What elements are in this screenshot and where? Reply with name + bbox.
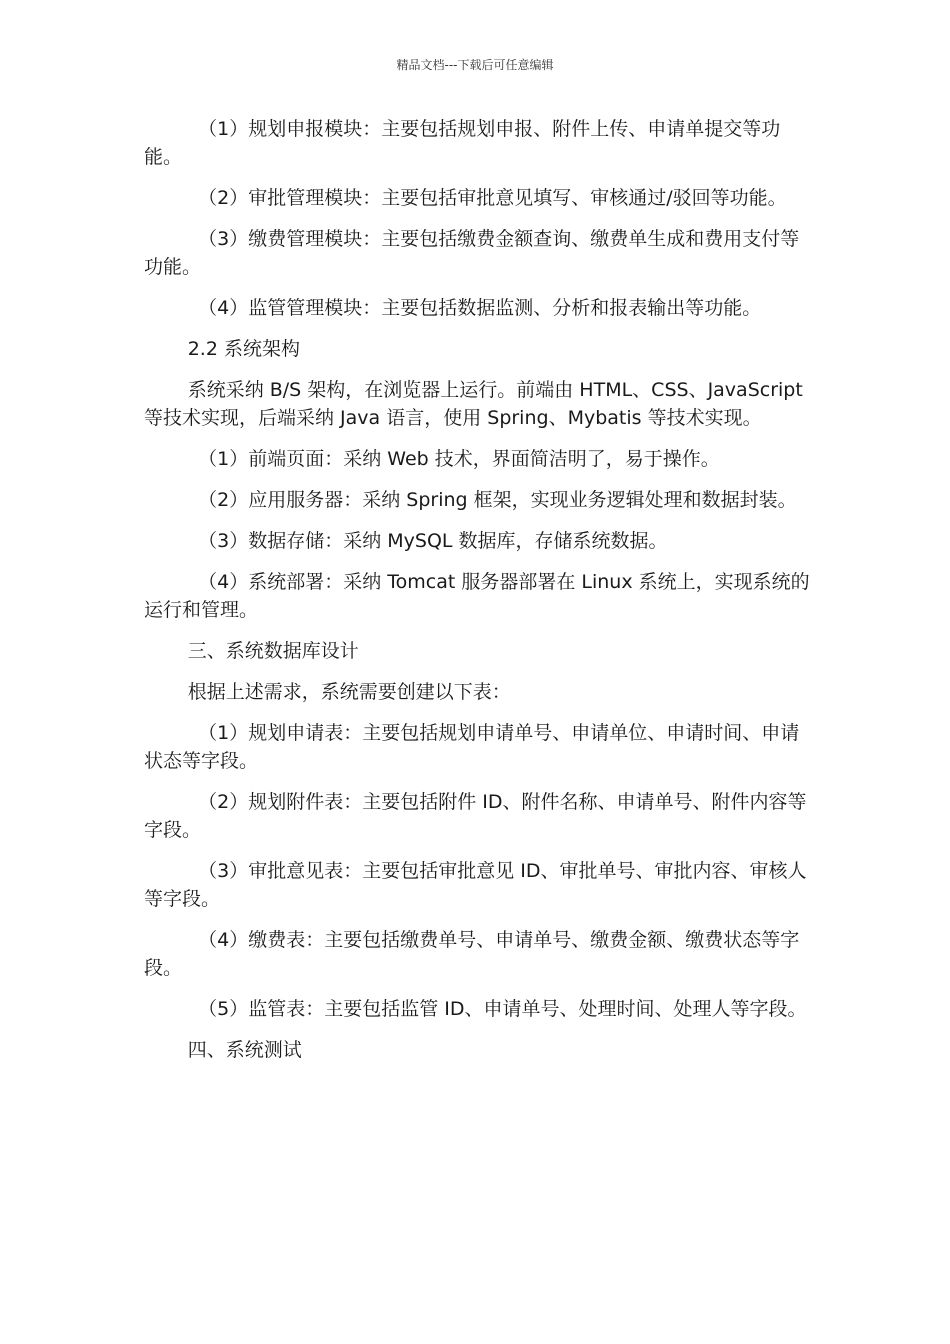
paragraph-table-application: （1）规划申请表：主要包括规划申请单号、申请单位、申请时间、申请状态等字段。 — [144, 722, 800, 772]
paragraph-database-intro: 根据上述需求，系统需要创建以下表： — [187, 681, 511, 703]
paragraph-architecture-overview: 系统采纳 B/S 架构，在浏览器上运行。前端由 HTML、CSS、JavaScript 等技术实现，后端采纳 Java 语言，使用 Spring、Mybatis 等技术实现。 — [144, 379, 803, 429]
paragraph-approval-module: （2）审批管理模块：主要包括审批意见填写、审核通过/驳回等功能。 — [198, 187, 787, 209]
paragraph-app-server: （2）应用服务器：采纳 Spring 框架，实现业务逻辑处理和数据封装。 — [198, 489, 797, 511]
paragraph-table-payment: （4）缴费表：主要包括缴费单号、申请单号、缴费金额、缴费状态等字段。 — [144, 929, 800, 979]
paragraph-payment-module: （3）缴费管理模块：主要包括缴费金额查询、缴费单生成和费用支付等功能。 — [144, 228, 800, 278]
paragraph-table-attachment: （2）规划附件表：主要包括附件 ID、附件名称、申请单号、附件内容等字段。 — [144, 791, 807, 841]
paragraph-planning-module: （1）规划申报模块：主要包括规划申报、附件上传、申请单提交等功能。 — [144, 118, 781, 168]
paragraph-frontend: （1）前端页面：采纳 Web 技术，界面简洁明了，易于操作。 — [198, 448, 720, 470]
section-heading-testing: 四、系统测试 — [187, 1039, 302, 1061]
section-heading-database: 三、系统数据库设计 — [187, 640, 359, 662]
paragraph-supervision-module: （4）监管管理模块：主要包括数据监测、分析和报表输出等功能。 — [198, 297, 762, 319]
paragraph-table-approval: （3）审批意见表：主要包括审批意见 ID、审批单号、审批内容、审核人等字段。 — [144, 860, 807, 910]
paragraph-deployment: （4）系统部署：采纳 Tomcat 服务器部署在 Linux 系统上，实现系统的运行和管理。 — [144, 571, 810, 621]
document-body — [144, 115, 812, 1077]
paragraph-table-supervision: （5）监管表：主要包括监管 ID、申请单号、处理时间、处理人等字段。 — [198, 998, 807, 1020]
page-header: 精品文档---下载后可任意编辑 — [396, 58, 554, 72]
section-heading-architecture: 2.2 系统架构 — [187, 338, 300, 360]
paragraph-data-storage: （3）数据存储：采纳 MySQL 数据库，存储系统数据。 — [198, 530, 668, 552]
